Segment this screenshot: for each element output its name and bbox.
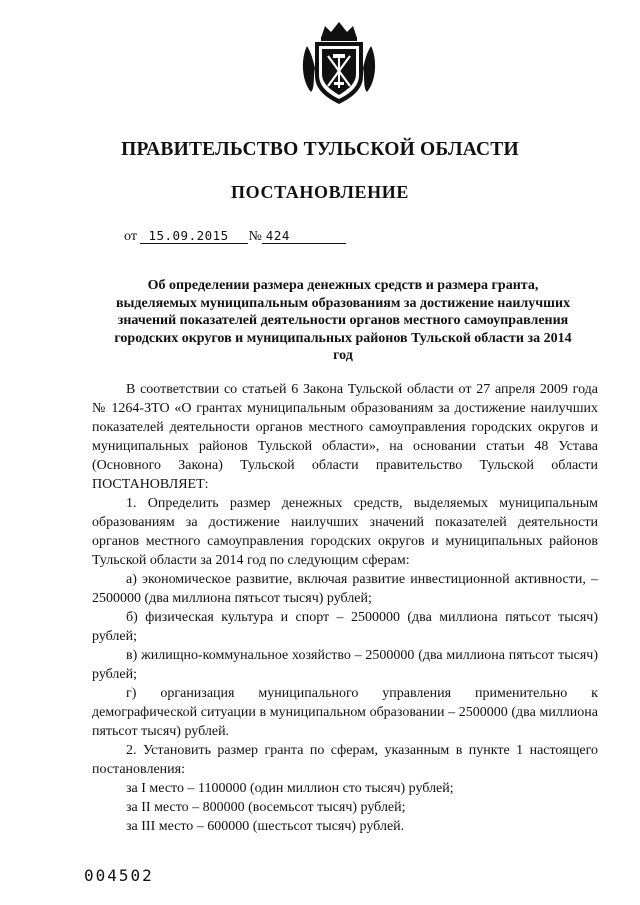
paragraph-place-1: за I место – 1100000 (один миллион сто тысяч) рублей; [126, 781, 454, 796]
government-name: ПРАВИТЕЛЬСТВО ТУЛЬСКОЙ ОБЛАСТИ [121, 139, 519, 160]
paragraph-item-1d: г) организация муниципального управления применительно к демографической ситуации в муниципальном образовании – 2500000 (два миллиона пятьсот тысяч) рублей. [92, 686, 598, 739]
paragraph-place-2: за II место – 800000 (восемьсот тысяч) рублей; [126, 800, 406, 815]
number-value: 424 [265, 228, 290, 243]
date-value: 15.09.2015 [148, 228, 229, 243]
paragraph-place-3: за III место – 600000 (шестьсот тысяч) рублей. [126, 819, 405, 834]
paragraph-preamble: В соответствии со статьей 6 Закона Тульской области от 27 апреля 2009 года № 1264-ЗТО «О грантах муниципальным образованиям за достижение наилучших показателей деятельности органов местного самоуправления городских округов и муниципальных районов Тульской области», на основании статьи 48 Устава (Основного Закона) Тульской области правительство Тульской области ПОСТАНОВЛЯЕТ: [92, 382, 598, 492]
document-type: ПОСТАНОВЛЕНИЕ [231, 182, 409, 202]
date-label: от [124, 229, 137, 244]
paragraph-item-2: 2. Установить размер гранта по сферам, указанным в пункте 1 настоящего постановления: [92, 743, 598, 777]
number-label: № [248, 229, 262, 244]
date-number-line [124, 229, 346, 245]
paragraph-item-1c: в) жилищно-коммунальное хозяйство – 2500000 (два миллиона пятьсот тысяч) рублей; [92, 648, 598, 682]
paragraph-item-1b: б) физическая культура и спорт – 2500000 (два миллиона пятьсот тысяч) рублей; [92, 610, 598, 644]
coat-of-arms-emblem [299, 18, 379, 108]
serial-number: 004502 [84, 866, 154, 885]
paragraph-item-1a: а) экономическое развитие, включая развитие инвестиционной активности, – 2500000 (два миллиона пятьсот тысяч) рублей; [92, 572, 598, 606]
document-title: Об определении размера денежных средств и размера гранта, выделяемых муниципальным образованиям за достижение наилучших значений показателей деятельности органов местного самоуправления городских округов и муниципальных районов Тульской области за 2014 год [114, 278, 572, 364]
paragraph-item-1: 1. Определить размер денежных средств, выделяемых муниципальным образованиям за достижение наилучших значений показателей деятельности органов местного самоуправления городских округов и муниципальных районов Тульской области за 2014 год по следующим сферам: [92, 496, 598, 568]
document-body [92, 380, 598, 836]
